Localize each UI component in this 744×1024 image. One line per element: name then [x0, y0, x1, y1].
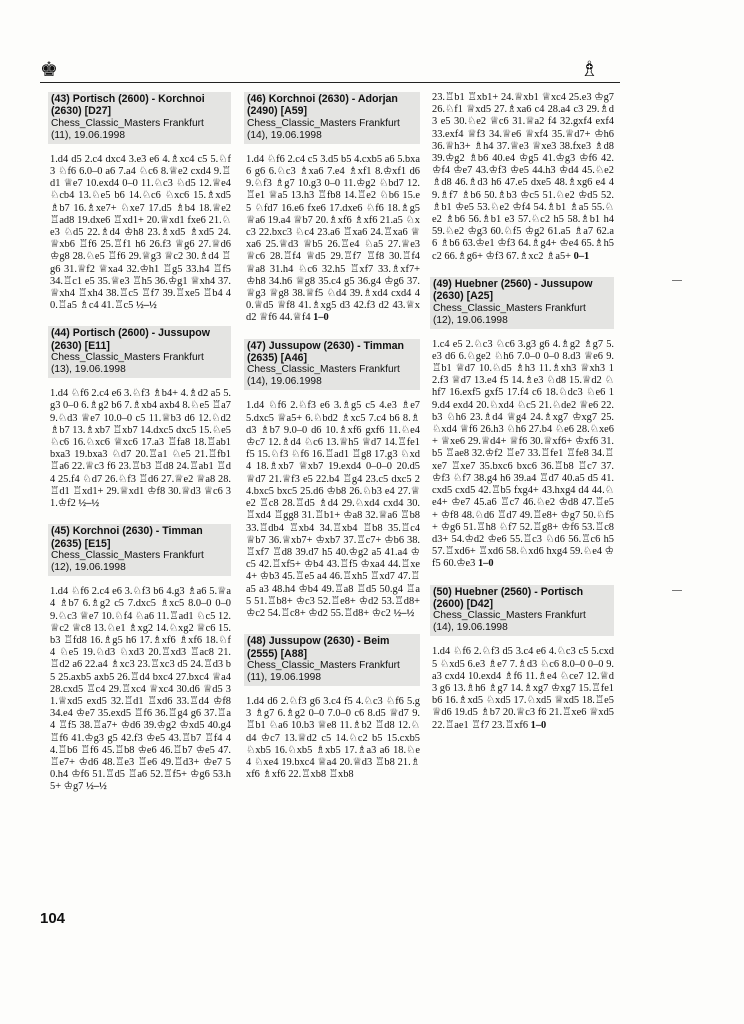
game-header	[48, 326, 231, 378]
game-event: Chess_Classic_Masters Frankfurt	[51, 550, 204, 562]
moves-text: 1.d4 ♘f6 2.♘f3 d5 3.c4 e6 4.♘c3 c5 5.cxd5 ♘xd5 6.e3 ♗e7 7.♗d3 ♘c6 8.0–0 0–0 9.a3 cxd4 10.exd4 ♗f6 11.♗e4 ♘ce7 12.♕d3 g6 13.♗h6 ♗g7 14.♗xg7 ♔xg7 15.♖fe1 b6 16.♗xd5 ♘xd5 17.♘xd5 ♕xd5 18.♖e5 ♕d6 19.d5 ♗b7 20.♕c3 f6 21.♖xe6 ♕xd5 22.♖ae1 ♖f7 23.♖xf6	[432, 646, 614, 731]
game-45	[48, 524, 231, 793]
game-47	[244, 339, 420, 620]
game-48	[244, 634, 420, 781]
margin-mark	[672, 280, 682, 281]
game-result: 1–0	[530, 719, 547, 731]
game-moves	[244, 696, 420, 781]
game-moves	[430, 339, 614, 571]
game-round: (13), 19.06.1998	[51, 364, 126, 376]
moves-text: 1.d4 ♘f6 2.c4 e6 3.♘f3 b6 4.g3 ♗a6 5.♕a4 ♗b7 6.♗g2 c5 7.dxc5 ♗xc5 8.0–0 0–0 9.♘c3 ♕e7 10.♘f4 ♘a6 11.♖ad1 ♘c5 12.♕c2 ♕c8 13.♘e1 ♗xg2 14.♘xg2 ♕c6 15.b3 ♖fd8 16.♗g5 h6 17.♗xf6 ♗xf6 18.♘f4 ♘e5 19.♘d3 ♘xd3 20.♖xd3 ♖ac8 21.♖d2 a6 22.a4 ♗xc3 23.♖xc3 d5 24.♖d3 b5 25.axb5 axb5 26.♖d4 bxc4 27.bxc4 ♕a4 28.cxd5 ♖c4 29.♖xc4 ♕xc4 30.d6 ♕d5 31.♕xd5 exd5 32.♖d1 ♖xd6 33.♖d4 ♔f8 34.e4 ♔e7 35.exd5 ♖f6 36.♖g4 g6 37.♖a4 ♖f5 38.♖a7+ ♔d6 39.♔g2 ♔xd5 40.g4 ♖f6 41.♔g3 g5 42.f3 ♔e5 43.♖b7 ♖f4 44.♖b6 ♖f6 45.♖b8 ♔e6 46.♖b7 ♔e5 47.♖e7+ ♔d6 48.♖e3 ♖e6 49.♖d3+ ♔e7 50.h4 ♔f6 51.♖d5 ♖a6 52.♖f5+ ♔g6 53.h5+ ♔g7	[50, 586, 231, 793]
game-title: (43) Portisch (2600) - Korchnoi (2630) [D27]	[51, 93, 205, 118]
game-result: ½–½	[85, 781, 107, 793]
game-result: 1–0	[477, 558, 494, 570]
column-2	[244, 92, 420, 795]
game-moves	[430, 646, 614, 731]
game-moves	[48, 154, 231, 313]
game-header	[244, 92, 420, 144]
game-46	[244, 92, 420, 325]
margin-mark	[672, 590, 682, 591]
game-header	[48, 92, 231, 144]
game-round: (11), 19.06.1998	[51, 129, 126, 141]
game-header	[244, 339, 420, 391]
game-50	[430, 585, 614, 732]
bishop-icon: ♗	[580, 57, 599, 81]
game-event: Chess_Classic_Masters Frankfurt	[433, 610, 586, 622]
game-event: Chess_Classic_Masters Frankfurt	[247, 659, 400, 671]
game-title: (45) Korchnoi (2630) - Timman (2635) [E15]	[51, 525, 203, 550]
game-moves	[48, 586, 231, 793]
game-title: (49) Huebner (2560) - Jussupow (2630) [A25]	[433, 277, 593, 303]
game-moves	[244, 400, 420, 620]
moves-text: 1.d4 d6 2.♘f3 g6 3.c4 f5 4.♘c3 ♘f6 5.g3 ♗g7 6.♗g2 0–0 7.0–0 c6 8.d5 ♕d7 9.♖b1 ♘a6 10.b3 ♕e8 11.♗b2 ♖d8 12.♘d4 ♔c7 13.♕d2 c5 14.♘c2 b5 15.cxb5 ♘xb5 16.♘xb5 ♗xb5 17.♗a3 a6 18.♘e4 ♘xe4 19.bxc4 ♕a4 20.♕d3 ♖b8 21.♗xf6 ♗xf6 22.♖xb8 ♖xb8	[246, 695, 420, 781]
game-result: ½–½	[393, 607, 415, 619]
game-round: (12), 19.06.1998	[433, 314, 508, 326]
moves-text: 1.d4 ♘f6 2.c4 e6 3.♘f3 ♗b4+ 4.♗d2 a5 5.g3 0–0 6.♗g2 b6 7.♗xb4 axb4 8.♘e5 ♖a7 9.♘d3 ♕e7 10.0–0 c5 11.♕b3 d6 12.♘d2 ♗b7 13.♗xb7 ♖xb7 14.dxc5 dxc5 15.♘e5 ♘c6 16.♘xc6 ♕xc6 17.a3 ♖fa8 18.♖ab1 bxa3 19.bxa3 ♘d7 20.♖a1 ♘e5 21.♖fb1 ♖a6 22.♕c3 f6 23.♖b3 ♖d8 24.♖ab1 ♖d4 25.f4 ♘d7 26.♘f3 ♖d6 27.♕e2 ♕a8 28.♖d1 ♖xd1+ 29.♕xd1 ♔f8 30.♕d3 ♕c6 31.♔f2	[50, 388, 231, 510]
page-number: 104	[40, 910, 66, 927]
game-result: ½–½	[135, 300, 157, 312]
game-title: (46) Korchnoi (2630) - Adorjan (2490) [A59]	[247, 93, 398, 118]
game-event: Chess_Classic_Masters Frankfurt	[247, 117, 400, 129]
game-moves	[48, 388, 231, 510]
game-moves	[244, 154, 420, 325]
game-header	[430, 585, 614, 637]
game-round: (11), 19.06.1998	[247, 671, 322, 683]
game-title: (48) Jussupow (2630) - Beim (2555) [A88]	[247, 635, 390, 660]
game-round: (14), 19.06.1998	[247, 129, 322, 141]
moves-text: 1.d4 ♘f6 2.c4 c5 3.d5 b5 4.cxb5 a6 5.bxa6 g6 6.♘c3 ♗xa6 7.e4 ♗xf1 8.♔xf1 d6 9.♘f3 ♗g7 10.g3 0–0 11.♔g2 ♘bd7 12.♖e1 ♕a5 13.h3 ♖fb8 14.♖e2 ♘b6 15.e5 ♘fd7 16.e6 fxe6 17.dxe6 ♘f6 18.♗g5 ♕a6 19.a4 ♕b7 20.♗xf6 ♗xf6 21.a5 ♘xc3 22.bxc3 ♘c4 23.a6 ♖xa6 24.♖xa6 ♕xa6 25.♕d3 ♕b5 26.♖e4 ♘a5 27.♕e3 ♕c6 28.♖f4 ♕d5 29.♖f7 ♖f8 30.♖f4 ♕a8 31.h4 ♘c6 32.h5 ♖xf7 33.♗xf7+ ♔h8 34.h6 ♕g8 35.c4 g5 36.g4 ♔g6 37.♕g3 ♕g8 38.♕f5 ♘d4 39.♗xd4 cxd4 40.♕d5 ♕f8 41.♗xg5 d3 42.f3 d2 43.♕xd2 ♕f6 44.♕f4	[246, 153, 420, 324]
moves-text: 1.d4 ♘f6 2.♘f3 e6 3.♗g5 c5 4.e3 ♗e7 5.dxc5 ♕a5+ 6.♘bd2 ♗xc5 7.c4 b6 8.♗d3 ♗b7 9.0–0 d6 10.♗xf6 gxf6 11.♘e4 ♔c7 12.♗d4 ♘c6 13.♕h5 ♕d7 14.♖fe1 f5 15.♘f3 ♘f6 16.♖ad1 ♖g8 17.g3 ♘xd4 18.♗xb7 ♕xb7 19.exd4 0–0–0 20.d5 ♕d7 21.♕f3 e5 22.b4 ♖g4 23.c5 dxc5 24.bxc5 bxc5 25.d6 ♔b8 26.♘b3 e4 27.♕e2 ♖c8 28.♖d5 ♗d4 29.♘xd4 cxd4 30.♖xd4 ♖gg8 31.♖b1+ ♔a8 32.♕a6 ♖b8 33.♖db4 ♖xb4 34.♖xb4 ♖b8 35.♖c4 ♕b7 36.♕xb7+ ♔xb7 37.♖c7+ ♔b6 38.♖xf7 ♖d8 39.d7 h5 40.♔g2 a5 41.a4 ♔c5 42.♖xf5+ ♔b4 43.♖f5 ♔xa4 44.♖xe4+ ♔b3 45.♖e5 a4 46.♖xh5 ♖xd7 47.♖a5 a3 48.h4 ♔b4 49.♖a8 ♖d5 50.g4 ♖a5 51.♖b8+ ♔c3 52.♖e8+ ♔d2 53.♖d8+ ♔c2 54.♖c8+ ♔d2 55.♖d8+ ♔c2	[246, 400, 420, 619]
moves-text: 23.♖b1 ♖xb1+ 24.♕xb1 ♕xc4 25.e3 ♔g7 26.♘f1 ♕xd5 27.♗xa6 c4 28.a4 c3 29.♗d3 e5 30.♘e2 ♕c6 31.♕a2 f4 32.gxf4 exf4 33.exf4 ♕f3 34.♕e6 ♕xf4 35.♕d7+ ♔h6 36.♕h3+ ♗h4 37.♕e3 ♕xe3 38.fxe3 ♗d8 39.♔g2 ♗b6 40.e4 ♔g5 41.♔g3 ♔f6 42.♔f4 ♔e7 43.♔f3 ♔e5 44.h3 ♔d4 45.♘e2 ♗d8 46.♗d3 h6 47.e5 dxe5 48.♗xg6 e4 49.♗f7 ♗b6 50.♗b3 ♔c5 51.♘e2 ♔d5 52.♗b1 ♔e5 53.♘e2 ♔f4 54.♗b1 ♗a5 55.♘e2 ♗b6 56.♗b1 e3 57.♘c2 h5 58.♗b1 h4 59.♘e2 ♔g3 60.♘f5 ♔g2 61.a5 ♗a7 62.a6 ♗b6 63.♔e1 ♔f3 64.♗g4+ ♔e4 65.♗h5 c2 66.♗g6+ ♔f3 67.♗xc2 ♗a5+	[432, 92, 614, 262]
game-header	[48, 524, 231, 576]
game-event: Chess_Classic_Masters Frankfurt	[433, 302, 586, 314]
game-title: (44) Portisch (2600) - Jussupow (2630) [E11]	[51, 327, 210, 352]
game-49	[430, 277, 614, 571]
game-result: 0–1	[573, 250, 590, 262]
game-44	[48, 326, 231, 510]
game-round: (14), 19.06.1998	[247, 376, 322, 388]
game-header	[430, 277, 614, 329]
game-43	[48, 92, 231, 312]
game-result: 1–0	[313, 312, 329, 324]
header-rule	[40, 82, 620, 83]
game-round: (12), 19.06.1998	[51, 562, 126, 574]
game-event: Chess_Classic_Masters Frankfurt	[247, 364, 400, 376]
column-1	[48, 92, 231, 808]
moves-text: 1.d4 d5 2.c4 dxc4 3.e3 e6 4.♗xc4 c5 5.♘f3 ♘f6 6.0–0 a6 7.a4 ♘c6 8.♕e2 cxd4 9.♖d1 ♕e7 10.exd4 0–0 11.♘c3 ♘d5 12.♕e4 ♘cb4 13.♘e5 b6 14.♘c6 ♘xc6 15.♗xd5 ♗b7 16.♗xe7+ ♘xe7 17.d5 ♗b4 18.♕e2 ♖ad8 19.dxe6 ♖xd1+ 20.♕xd1 fxe6 21.♘e3 ♘d5 22.♗d4 ♔h8 23.♗xd5 ♗xd5 24.♕xb6 ♖f6 25.♖f1 h6 26.f3 ♕g6 27.♕d6 ♔g8 28.♘e5 ♖f6 29.♕g3 ♕c2 30.♗d4 ♖g6 31.♕f2 ♕xa4 32.♔h1 ♖g5 33.h4 ♖f5 34.♖c1 e5 35.♕e3 ♖h5 36.♔g1 ♕xh4 37.♕xh4 ♖xh4 38.♖c5 ♖f7 39.♖xe5 ♖b4 40.♖a5 ♗c4 41.♖c5	[50, 153, 231, 312]
game-header	[244, 634, 420, 686]
game-round: (14), 19.06.1998	[433, 622, 508, 634]
game-48-continued	[430, 92, 614, 263]
game-title: (47) Jussupow (2630) - Timman (2635) [A46]	[247, 339, 404, 365]
column-3	[430, 92, 614, 746]
game-moves	[430, 92, 614, 263]
game-event: Chess_Classic_Masters Frankfurt	[51, 352, 204, 364]
king-icon: ♚	[40, 59, 58, 81]
game-event: Chess_Classic_Masters Frankfurt	[51, 117, 204, 129]
game-result: ½–½	[78, 498, 100, 510]
game-title: (50) Huebner (2560) - Portisch (2600) [D42]	[433, 585, 584, 610]
moves-text: 1.c4 e5 2.♘c3 ♘c6 3.g3 g6 4.♗g2 ♗g7 5.e3 d6 6.♘ge2 ♘h6 7.0–0 0–0 8.d3 ♕e6 9.♖b1 ♕d7 10.♘d5 ♗h3 11.♗xh3 ♕xh3 12.f3 ♕d7 13.e4 f5 14.♗e3 ♘d8 15.♕d2 ♘hf7 16.exf5 gxf5 17.f4 c6 18.♘dc3 ♘e6 19.d4 exd4 20.♘xd4 ♘c5 21.♘de2 ♕e6 22.b3 ♘h6 23.♗d4 ♕g4 24.♗xg7 ♔xg7 25.♘xd4 ♕f6 26.h3 ♘h6 27.b4 ♘e6 28.♘xe6+ ♕xe6 29.♕d4+ ♕f6 30.♕xf6+ ♔xf6 31.b5 ♖ae8 32.♔f2 ♖e7 33.♖fe1 ♖fe8 34.♖xe7 ♖xe7 35.bxc6 bxc6 36.♖b8 ♖c7 37.♔f3 ♘f7 38.g4 h6 39.a4 ♖d7 40.a5 d5 41.cxd5 cxd5 42.♖b5 fxg4+ 43.hxg4 d4 44.♘e4+ ♔e7 45.a6 ♖c7 46.♘e2 ♔d8 47.♖e5+ ♔f8 48.♘d6 ♖d7 49.♖e8+ ♔g7 50.♘f5+ ♔g6 51.♖h8 ♘f7 52.♖g8+ ♔f6 53.♖c8 d3+ 54.♔d2 ♔e6 55.♖c3 ♘d6 56.♖c6 h5 57.♖xd6+ ♖xd6 58.♘xd6 hxg4 59.♘e4 ♔f5 60.♔e3	[432, 338, 614, 570]
